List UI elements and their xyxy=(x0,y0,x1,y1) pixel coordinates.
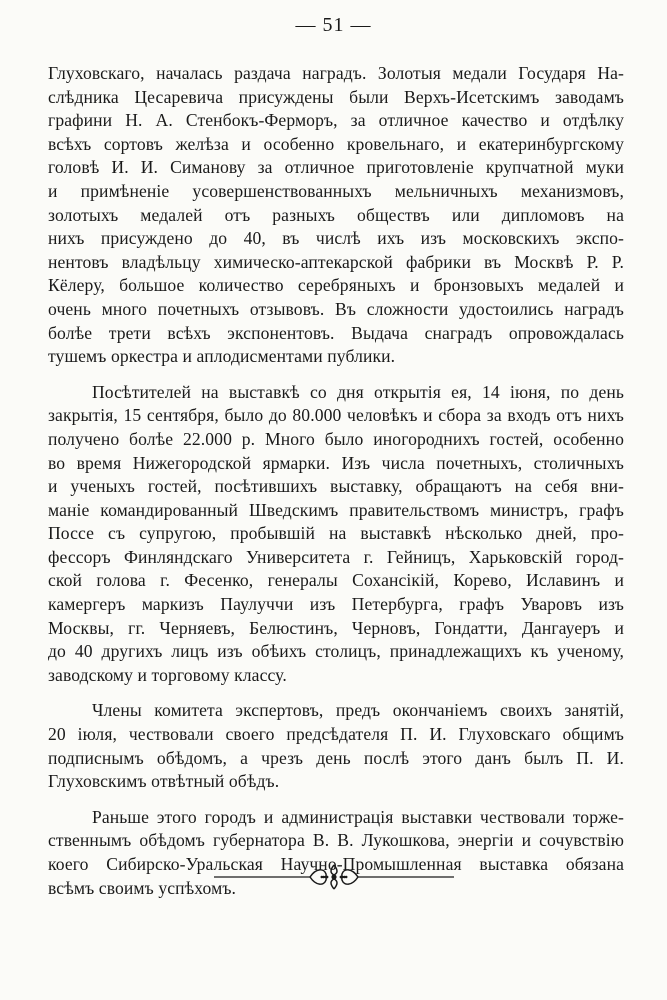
text-line: болѣе трети всѣхъ экспонентовъ. Выдача снаградъ опровождалась xyxy=(48,322,624,343)
ornament-divider xyxy=(0,862,667,892)
text-line: Поссе съ супругою, пробывшій на выставкѣ нѣсколько дней, про- xyxy=(48,523,624,544)
text-line: золотыхъ медалей отъ разныхъ обществъ или дипломовъ на xyxy=(48,204,624,225)
fleuron-icon xyxy=(214,862,454,892)
text-line: Кёлеру, большое количество серебряныхъ и бронзовыхъ медалей и xyxy=(48,275,624,296)
text-line: до 40 другихъ лицъ изъ обѣихъ столицъ, принадлежащихъ къ ученому, xyxy=(48,641,624,662)
text-line: Москвы, гг. Черняевъ, Белюстинъ, Черновъ, Гондатти, Дангауеръ и xyxy=(48,617,624,638)
text-line: всѣхъ сортовъ желѣза и особенно кровельнаго, и екатеринбургскому xyxy=(48,133,624,154)
text-line: Глуховскимъ отвѣтный обѣдъ. xyxy=(48,771,280,792)
text-line: ственнымъ обѣдомъ губернатора В. В. Лукошкова, энергіи и сочувствію xyxy=(48,830,624,851)
paragraph xyxy=(48,62,624,369)
text-line: Члены комитета экспертовъ, предъ окончаніемъ своихъ занятій, xyxy=(92,700,624,721)
text-line: очень много почетныхъ отзывовъ. Въ сложности удостоились наградъ xyxy=(48,298,624,319)
paragraph xyxy=(48,381,624,688)
text-line: получено болѣе 22.000 р. Много было иногороднихъ гостей, особенно xyxy=(48,428,624,449)
text-line: тушемъ оркестра и аплодисментами публики. xyxy=(48,346,396,367)
text-line: фессоръ Финляндскаго Университета г. Гейницъ, Харьковскій город- xyxy=(48,546,624,567)
body-text xyxy=(48,62,624,900)
text-line: подписнымъ обѣдомъ, а чрезъ день послѣ этого данъ былъ П. И. xyxy=(48,747,624,768)
text-line: во время Нижегородской ярмарки. Изъ числа почетныхъ, столичныхъ xyxy=(48,452,624,473)
paragraph xyxy=(48,699,624,793)
text-line: всѣмъ своимъ успѣхомъ. xyxy=(48,877,237,898)
text-line: графини Н. А. Стенбокъ-Ферморъ, за отличное качество и отдѣлку xyxy=(48,110,624,131)
page-number: — 51 — xyxy=(295,14,372,36)
text-line: головѣ И. И. Симанову за отличное приготовленіе крупчатной муки xyxy=(48,157,624,178)
text-line: нентовъ владѣльцу химическо-аптекарской фабрики въ Москвѣ Р. Р. xyxy=(48,251,624,272)
text-line: заводскому и торговому классу. xyxy=(48,664,287,685)
text-line: и примѣненіе усовершенствованныхъ мельничныхъ механизмовъ, xyxy=(48,180,624,201)
text-line: Глуховскаго, началась раздача наградъ. Золотыя медали Государя На- xyxy=(48,63,624,83)
text-line: слѣдника Цесаревича присуждены были Верхъ-Исетскимъ заводамъ xyxy=(48,86,624,107)
text-line: закрытія, 15 сентября, было до 80.000 человѣкъ и сбора за входъ отъ нихъ xyxy=(48,405,624,426)
text-line: маніе командированный Шведскимъ правительствомъ министръ, графъ xyxy=(48,499,624,520)
text-line: Раньше этого городъ и администрація выставки чествовали торже- xyxy=(92,806,624,827)
text-line: камергеръ маркизъ Паулуччи изъ Петербурга, графъ Уваровъ изъ xyxy=(48,594,624,615)
text-line: и ученыхъ гостей, посѣтившихъ выставку, обращаютъ на себя вни- xyxy=(48,476,624,497)
text-line: нихъ присуждено до 40, въ числѣ ихъ изъ московскихъ экспо- xyxy=(48,228,624,249)
text-line: Посѣтителей на выставкѣ со дня открытія ея, 14 іюня, по день xyxy=(92,381,624,402)
text-line: коего Сибирско-Уральская Научно-Промышленная выставка обязана xyxy=(48,854,624,874)
text-line: 20 іюля, чествовали своего предсѣдателя П. И. Глуховскаго общимъ xyxy=(48,724,624,745)
text-line: ской голова г. Фесенко, генералы Сохансікій, Корево, Иславинъ и xyxy=(48,570,624,591)
